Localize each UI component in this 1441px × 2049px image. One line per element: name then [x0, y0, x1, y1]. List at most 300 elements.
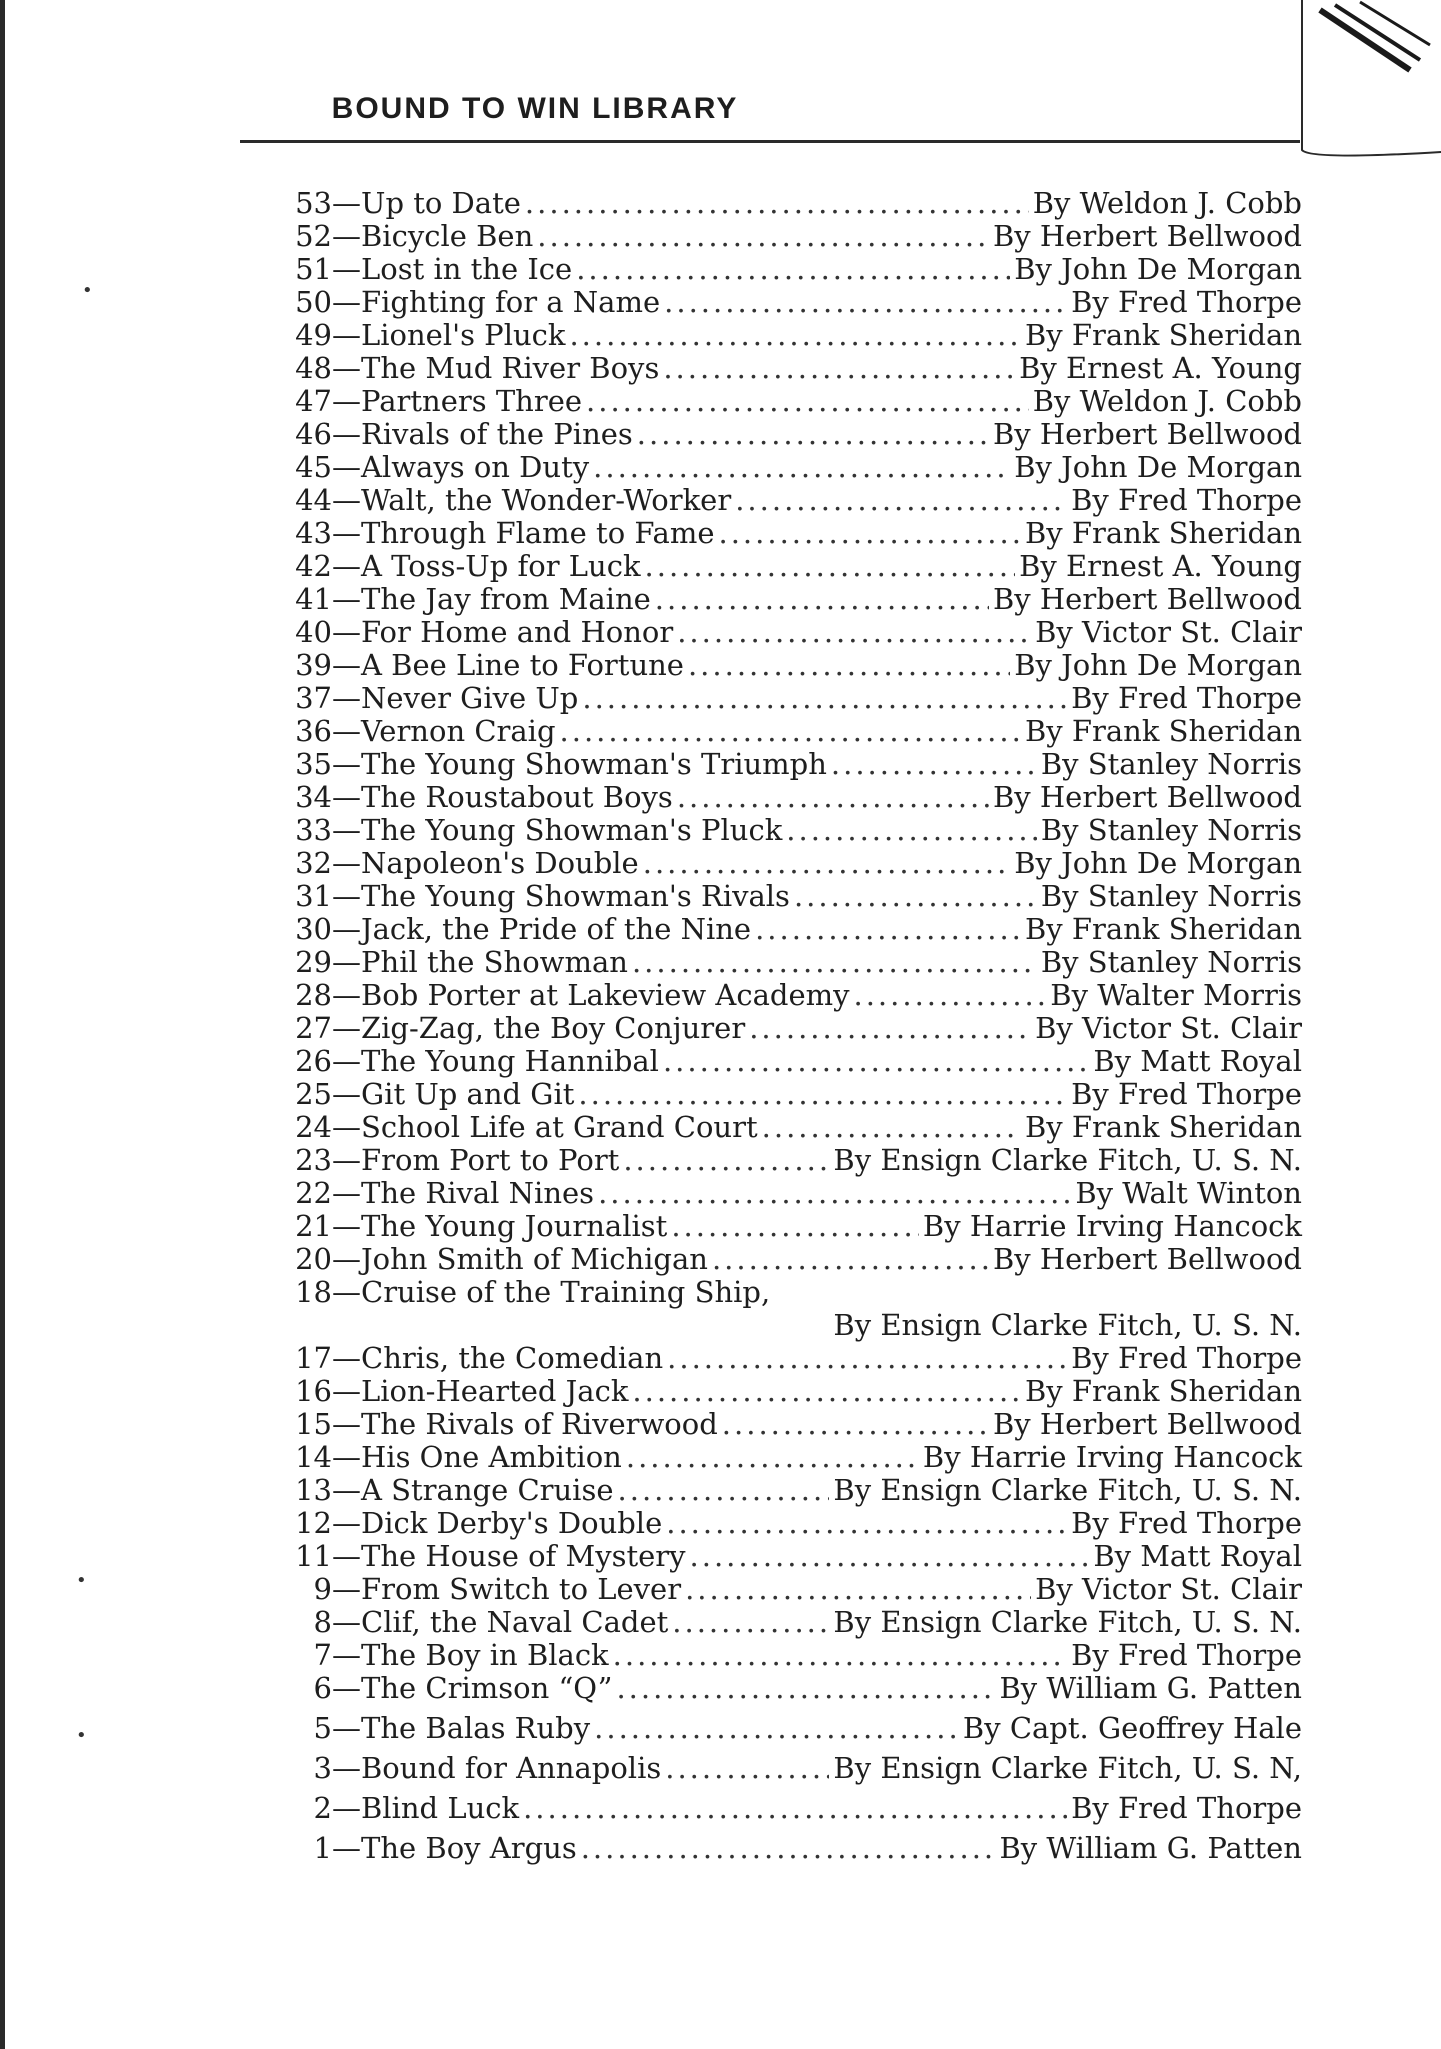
entry-title: Never Give Up [361, 681, 579, 715]
list-item-continuation [262, 1309, 1302, 1342]
entry-author: By John De Morgan [1014, 252, 1302, 286]
dot-leader [755, 913, 1021, 946]
entry-author: By Fred Thorpe [1071, 1791, 1302, 1825]
entry-author: By Fred Thorpe [1071, 1638, 1302, 1672]
entry-author: By Frank Sheridan [1024, 912, 1302, 946]
entry-title: For Home and Honor [361, 615, 674, 649]
entry-author: By Ensign Clarke Fitch, U. S. N. [833, 1473, 1302, 1507]
list-item [262, 1507, 1302, 1540]
entry-dash: — [332, 1638, 361, 1672]
entry-number: 15 [295, 1407, 332, 1441]
entry-author: By Fred Thorpe [1071, 483, 1302, 517]
entry-author: By Fred Thorpe [1071, 285, 1302, 319]
entry-title: Partners Three [361, 384, 583, 418]
entry-author: By Fred Thorpe [1071, 1341, 1302, 1375]
entry-number: 48 [295, 351, 332, 385]
dot-leader [663, 352, 1015, 385]
entry-number: 18 [295, 1275, 332, 1309]
entry-number: 7 [313, 1638, 332, 1672]
dot-leader [671, 1210, 919, 1243]
entry-author: By Herbert Bellwood [992, 1242, 1302, 1276]
entry-title: Phil the Showman [361, 945, 628, 979]
dot-leader [718, 517, 1020, 550]
entry-dash: — [332, 450, 361, 484]
list-item [262, 1606, 1302, 1639]
list-item [262, 847, 1302, 880]
dot-leader [569, 319, 1021, 352]
entry-title: The Rivals of Riverwood [361, 1407, 718, 1441]
entry-title: John Smith of Michigan [361, 1242, 708, 1276]
entry-title: The Mud River Boys [361, 351, 660, 385]
entry-number: 20 [295, 1242, 332, 1276]
entry-dash: — [332, 1143, 361, 1177]
entry-title: Jack, the Pride of the Nine [361, 912, 752, 946]
entry-title: The Balas Ruby [361, 1711, 591, 1745]
entry-dash: — [332, 1209, 361, 1243]
entry-title: Blind Luck [361, 1791, 520, 1825]
entry-title: Bicycle Ben [361, 219, 534, 253]
dot-leader [735, 484, 1067, 517]
entry-dash: — [332, 813, 361, 847]
entry-dash: — [332, 1506, 361, 1540]
entry-dash: — [332, 384, 361, 418]
entry-dash: — [332, 1044, 361, 1078]
entry-number: 49 [295, 318, 332, 352]
list-item [262, 1441, 1302, 1474]
dot-leader [794, 880, 1037, 913]
entry-number: 33 [295, 813, 332, 847]
entry-dash: — [332, 1275, 361, 1309]
entry-author: By Herbert Bellwood [992, 582, 1302, 616]
entry-dash: — [332, 318, 361, 352]
entry-title: Up to Date [361, 186, 521, 220]
entry-title: The Young Hannibal [361, 1044, 659, 1078]
list-item [262, 517, 1302, 550]
dot-leader [578, 1078, 1067, 1111]
entry-dash: — [332, 1110, 361, 1144]
entry-dash: — [332, 1831, 361, 1865]
entry-author: By Herbert Bellwood [992, 219, 1302, 253]
entry-title: The Crimson “Q” [361, 1671, 613, 1705]
entry-author: By Herbert Bellwood [992, 417, 1302, 451]
entry-number: 26 [295, 1044, 332, 1078]
dot-leader [690, 1540, 1090, 1573]
list-item [262, 1210, 1302, 1243]
entry-author: By Ernest A. Young [1019, 351, 1302, 385]
entry-title: A Toss-Up for Luck [361, 549, 641, 583]
folded-corner-mark [1300, 0, 1441, 170]
list-item [262, 385, 1302, 418]
entry-number: 31 [295, 879, 332, 913]
entry-number: 3 [313, 1751, 332, 1785]
entry-title: From Port to Port [361, 1143, 620, 1177]
dot-leader [586, 385, 1029, 418]
entry-author: By Herbert Bellwood [992, 780, 1302, 814]
entry-title: The Young Journalist [361, 1209, 668, 1243]
entry-author: By Frank Sheridan [1024, 1374, 1302, 1408]
dot-leader [618, 1474, 830, 1507]
entry-dash: — [332, 1242, 361, 1276]
entry-number: 13 [295, 1473, 332, 1507]
dot-leader [665, 1752, 829, 1785]
entry-author: By William G. Patten [999, 1831, 1302, 1865]
entry-author: By John De Morgan [1014, 846, 1302, 880]
entry-dash: — [332, 186, 361, 220]
entry-number: 14 [295, 1440, 332, 1474]
list-item [262, 649, 1302, 682]
entry-author: By John De Morgan [1014, 450, 1302, 484]
dot-leader [677, 781, 989, 814]
dot-leader [613, 1639, 1067, 1672]
entry-title: Bound for Annapolis [361, 1751, 662, 1785]
entry-dash: — [332, 978, 361, 1012]
entry-dash: — [332, 483, 361, 517]
list-item [262, 550, 1302, 583]
entry-dash: — [332, 219, 361, 253]
entry-number: 9 [313, 1572, 332, 1606]
entry-dash: — [332, 945, 361, 979]
dot-leader [677, 616, 1031, 649]
entry-number: 37 [295, 681, 332, 715]
dot-leader [525, 187, 1029, 220]
list-item [262, 1375, 1302, 1408]
entry-dash: — [332, 582, 361, 616]
entry-author: By John De Morgan [1014, 648, 1302, 682]
entry-title: The Young Showman's Rivals [361, 879, 790, 913]
dot-leader [643, 847, 1011, 880]
entry-number: 34 [295, 780, 332, 814]
entry-title: A Bee Line to Fortune [361, 648, 684, 682]
entry-number: 25 [295, 1077, 332, 1111]
entry-title: The Rival Nines [361, 1176, 595, 1210]
entry-number: 35 [295, 747, 332, 781]
entry-dash: — [332, 648, 361, 682]
dot-leader [576, 253, 1010, 286]
entry-number: 52 [295, 219, 332, 253]
entry-title: The Roustabout Boys [361, 780, 673, 814]
entry-dash: — [332, 714, 361, 748]
entry-dash: — [332, 780, 361, 814]
entry-author: By Fred Thorpe [1071, 1077, 1302, 1111]
entry-title: Git Up and Git [361, 1077, 575, 1111]
entry-title: Lost in the Ice [361, 252, 573, 286]
entry-author: By Stanley Norris [1040, 879, 1302, 913]
entry-author: By Fred Thorpe [1071, 681, 1302, 715]
entry-author: By Walt Winton [1075, 1176, 1302, 1210]
entry-author: By Capt. Geoffrey Hale [962, 1711, 1302, 1745]
entry-number: 43 [295, 516, 332, 550]
list-item [262, 1712, 1302, 1745]
entry-number: 11 [295, 1539, 332, 1573]
entry-author: By Harrie Irving Hancock [922, 1440, 1302, 1474]
entry-number: 29 [295, 945, 332, 979]
dot-leader [560, 715, 1021, 748]
list-item [262, 1474, 1302, 1507]
entry-author: By Ensign Clarke Fitch, U. S. N, [833, 1751, 1302, 1785]
entry-title: Through Flame to Fame [361, 516, 715, 550]
entry-title: Bob Porter at Lakeview Academy [361, 978, 850, 1012]
entry-author: By Stanley Norris [1040, 945, 1302, 979]
entry-title: The House of Mystery [361, 1539, 686, 1573]
list-item [262, 286, 1302, 319]
entry-number: 17 [295, 1341, 332, 1375]
entry-dash: — [332, 1711, 361, 1745]
entry-title: Lion-Hearted Jack [361, 1374, 629, 1408]
entry-title: His One Ambition [361, 1440, 622, 1474]
entry-title: Rivals of the Pines [361, 417, 633, 451]
list-item [262, 781, 1302, 814]
entry-number: 2 [313, 1791, 332, 1825]
entry-number: 39 [295, 648, 332, 682]
dot-leader [523, 1792, 1067, 1825]
entry-dash: — [332, 615, 361, 649]
entry-title: The Jay from Maine [361, 582, 651, 616]
list-item [262, 1012, 1302, 1045]
entry-title: The Boy Argus [361, 1831, 577, 1865]
list-item [262, 682, 1302, 715]
entry-number: 21 [295, 1209, 332, 1243]
dot-leader [663, 1045, 1089, 1078]
entry-author: By Fred Thorpe [1071, 1506, 1302, 1540]
print-speck: • [76, 1725, 87, 1746]
dot-leader [637, 418, 989, 451]
entry-title: Always on Duty [361, 450, 590, 484]
entry-number: 8 [313, 1605, 332, 1639]
list-item [262, 1045, 1302, 1078]
list-item [262, 1639, 1302, 1672]
entry-author: By Ensign Clarke Fitch, U. S. N. [833, 1605, 1302, 1639]
list-item [262, 187, 1302, 220]
list-item [262, 616, 1302, 649]
entry-title: A Strange Cruise [361, 1473, 614, 1507]
entry-title: Lionel's Pluck [361, 318, 566, 352]
list-item [262, 1342, 1302, 1375]
entry-number: 46 [295, 417, 332, 451]
entry-number: 30 [295, 912, 332, 946]
entry-number: 44 [295, 483, 332, 517]
list-item [262, 220, 1302, 253]
entry-dash: — [332, 1077, 361, 1111]
entry-author: By Ensign Clarke Fitch, U. S. N. [833, 1143, 1302, 1177]
print-speck: • [82, 280, 93, 301]
entry-author: By William G. Patten [999, 1671, 1302, 1705]
list-item [262, 1111, 1302, 1144]
entry-title: Vernon Craig [361, 714, 556, 748]
list-item [262, 583, 1302, 616]
list-item [262, 319, 1302, 352]
entry-title: Walt, the Wonder-Worker [361, 483, 732, 517]
entry-dash: — [332, 879, 361, 913]
list-item [262, 1573, 1302, 1606]
entry-number: 12 [295, 1506, 332, 1540]
list-item [262, 1408, 1302, 1441]
entry-dash: — [332, 1011, 361, 1045]
entry-number: 51 [295, 252, 332, 286]
dot-leader [685, 1573, 1031, 1606]
entry-author: By Matt Royal [1093, 1044, 1302, 1078]
page-header [240, 92, 1300, 172]
entry-number: 1 [313, 1831, 332, 1865]
entry-author: By Matt Royal [1093, 1539, 1302, 1573]
entry-title: School Life at Grand Court [361, 1110, 758, 1144]
dot-leader [593, 451, 1010, 484]
entry-author: By Weldon J. Cobb [1032, 384, 1302, 418]
entry-author: By Harrie Irving Hancock [922, 1209, 1302, 1243]
entry-dash: — [332, 912, 361, 946]
entry-dash: — [332, 1440, 361, 1474]
entry-dash: — [332, 549, 361, 583]
dot-leader [632, 946, 1037, 979]
entry-author: By Herbert Bellwood [992, 1407, 1302, 1441]
dot-leader [582, 682, 1067, 715]
list-item [262, 451, 1302, 484]
entry-author: By Victor St. Clair [1035, 1572, 1302, 1606]
list-item [262, 1078, 1302, 1111]
list-item [262, 1177, 1302, 1210]
list-item [262, 946, 1302, 979]
entry-number: 50 [295, 285, 332, 319]
header-rule [240, 140, 1300, 143]
list-item [262, 1832, 1302, 1865]
entry-author: By Stanley Norris [1040, 813, 1302, 847]
entry-dash: — [332, 1791, 361, 1825]
entry-dash: — [332, 1407, 361, 1441]
list-item [262, 1540, 1302, 1573]
entry-title: Cruise of the Training Ship, [361, 1275, 771, 1309]
entry-author: By Ernest A. Young [1019, 549, 1302, 583]
entry-title: The Boy in Black [361, 1638, 609, 1672]
entry-dash: — [332, 747, 361, 781]
dot-leader [632, 1375, 1021, 1408]
entry-dash: — [332, 1751, 361, 1785]
entry-dash: — [332, 252, 361, 286]
list-item [262, 418, 1302, 451]
entry-author: By Victor St. Clair [1035, 615, 1302, 649]
entry-author: By Weldon J. Cobb [1032, 186, 1302, 220]
list-item [262, 1276, 1302, 1309]
list-item [262, 913, 1302, 946]
entry-author: By Frank Sheridan [1024, 1110, 1302, 1144]
entry-title: The Young Showman's Triumph [361, 747, 827, 781]
list-item [262, 715, 1302, 748]
entry-author: By Victor St. Clair [1035, 1011, 1302, 1045]
dot-leader [786, 814, 1037, 847]
dot-leader [854, 979, 1047, 1012]
entry-number: 27 [295, 1011, 332, 1045]
entry-title: Dick Derby's Double [361, 1506, 663, 1540]
entry-dash: — [332, 1572, 361, 1606]
dot-leader [749, 1012, 1031, 1045]
catalog-list [262, 187, 1302, 1865]
dot-leader [666, 1507, 1067, 1540]
entry-number: 23 [295, 1143, 332, 1177]
dot-leader [645, 550, 1016, 583]
entry-author: By Frank Sheridan [1024, 714, 1302, 748]
list-item [262, 484, 1302, 517]
entry-number: 45 [295, 450, 332, 484]
list-item [262, 748, 1302, 781]
dot-leader [623, 1144, 829, 1177]
entry-dash: — [332, 1473, 361, 1507]
library-title: BOUND TO WIN LIBRARY [331, 92, 739, 125]
entry-dash: — [332, 351, 361, 385]
entry-number: 36 [295, 714, 332, 748]
entry-title: From Switch to Lever [361, 1572, 682, 1606]
dot-leader [598, 1177, 1071, 1210]
dot-leader [537, 220, 989, 253]
entry-number: 28 [295, 978, 332, 1012]
entry-number: 32 [295, 846, 332, 880]
dot-leader [712, 1243, 989, 1276]
entry-dash: — [332, 285, 361, 319]
list-item [262, 1672, 1302, 1705]
dot-leader [581, 1832, 996, 1865]
list-item [262, 352, 1302, 385]
entry-author: By Stanley Norris [1040, 747, 1302, 781]
entry-title: The Young Showman's Pluck [361, 813, 783, 847]
list-item [262, 1243, 1302, 1276]
entry-number: 40 [295, 615, 332, 649]
list-item [262, 1144, 1302, 1177]
entry-dash: — [332, 1539, 361, 1573]
entry-dash: — [332, 1605, 361, 1639]
entry-author: By Frank Sheridan [1024, 516, 1302, 550]
entry-dash: — [332, 1671, 361, 1705]
entry-number: 22 [295, 1176, 332, 1210]
dot-leader [594, 1712, 959, 1745]
entry-title: Clif, the Naval Cadet [361, 1605, 669, 1639]
entry-dash: — [332, 846, 361, 880]
entry-author: By Ensign Clarke Fitch, U. S. N. [833, 1308, 1302, 1342]
dot-leader [722, 1408, 989, 1441]
entry-number: 47 [295, 384, 332, 418]
list-item [262, 253, 1302, 286]
entry-dash: — [332, 681, 361, 715]
entry-title: Napoleon's Double [361, 846, 639, 880]
entry-title: Fighting for a Name [361, 285, 661, 319]
entry-title: Chris, the Comedian [361, 1341, 664, 1375]
dot-leader [672, 1606, 829, 1639]
entry-number: 53 [295, 186, 332, 220]
entry-title: Zig-Zag, the Boy Conjurer [361, 1011, 746, 1045]
entry-number: 41 [295, 582, 332, 616]
dot-leader [655, 583, 989, 616]
entry-dash: — [332, 1176, 361, 1210]
list-item [262, 880, 1302, 913]
dot-leader [831, 748, 1037, 781]
entry-author: By Walter Morris [1050, 978, 1302, 1012]
entry-dash: — [332, 1341, 361, 1375]
list-item [262, 1792, 1302, 1825]
list-item [262, 814, 1302, 847]
entry-dash: — [332, 516, 361, 550]
entry-number: 42 [295, 549, 332, 583]
entry-dash: — [332, 1374, 361, 1408]
entry-author: By Frank Sheridan [1024, 318, 1302, 352]
page-edge [0, 0, 5, 2049]
list-item [262, 979, 1302, 1012]
entry-number: 5 [313, 1711, 332, 1745]
entry-number: 6 [313, 1671, 332, 1705]
entry-number: 16 [295, 1374, 332, 1408]
dot-leader [626, 1441, 919, 1474]
dot-leader [667, 1342, 1067, 1375]
entry-number: 24 [295, 1110, 332, 1144]
dot-leader [762, 1111, 1021, 1144]
dot-leader [664, 286, 1067, 319]
dot-leader [616, 1672, 995, 1705]
list-item [262, 1752, 1302, 1785]
